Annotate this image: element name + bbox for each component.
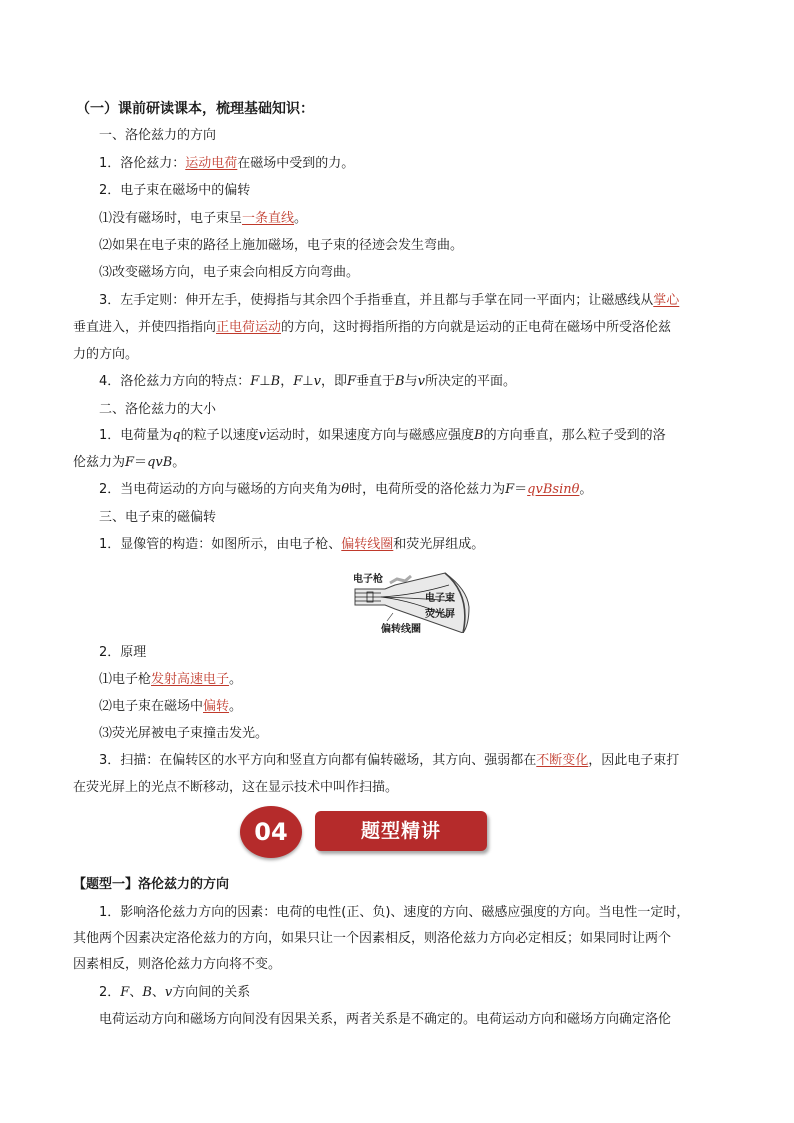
sec3-p1 [73,537,749,553]
section-title-bar [315,811,487,851]
symbol: q [172,428,181,443]
symbol: ＝ [514,482,528,497]
symbol: F [120,985,130,1000]
text: 方向间的关系 [172,985,251,1000]
formula: qvB [147,455,173,470]
sec1-p2c: ⑶改变磁场方向，电子束会向相反方向弯曲。 [99,265,360,280]
sec1-p2a [73,211,749,227]
answer-blank: 运动电荷 [185,156,238,171]
type1-p1-line3: 因素相反，则洛伦兹力方向将不变。 [73,957,282,972]
text: ， [280,374,294,389]
text: 与 [404,374,418,389]
sec1-p3-line1 [73,293,749,309]
text: 2． [99,985,121,1000]
text: 伦兹力为 [73,455,126,470]
text: 、 [151,985,165,1000]
sec1-p2: 2．电子束在磁场中的偏转 [99,183,251,198]
sec1-p4 [73,374,749,390]
text: ，即 [320,374,347,389]
text: 的方向，这时拇指所指的方向就是运动的正电荷在磁场中所受洛伦兹 [281,320,672,335]
type1-p3: 电荷运动方向和磁场方向间没有因果关系，两者关系是不确定的。电荷运动方向和磁场方向确定洛伦 [99,1012,672,1027]
label-electron-gun: 电子枪 [353,574,383,585]
symbol: v [258,428,266,443]
sec3-p3-line2: 在荧光屏上的光点不断移动，这在显示技术中叫作扫描。 [73,780,399,795]
symbol: B [395,374,405,389]
text: ⑴电子枪 [99,672,152,687]
text: 1．显像管的构造：如图所示，由电子枪、 [99,537,342,552]
sec2-p1-line2 [73,455,723,471]
section-banner [240,806,495,858]
text: 4．洛伦兹力方向的特点： [99,374,251,389]
symbol: v [164,985,173,1000]
text: 1．洛伦兹力： [99,156,186,171]
type1-title: 【题型一】洛伦兹力的方向 [73,877,230,892]
sec3-title: 三、电子束的磁偏转 [99,510,217,525]
sec3-p2c: ⑶荧光屏被电子束撞击发光。 [99,726,269,741]
text: ⑴没有磁场时，电子束呈 [99,211,243,226]
sec1-p1 [73,156,749,172]
sec3-p3-line1 [73,753,749,769]
text: 。 [229,699,243,714]
text: 。 [229,672,243,687]
sec3-p2b [73,699,749,715]
answer-blank: qvBsinθ [527,482,580,497]
answer-blank: 偏转 [203,699,230,714]
text: 的粒子以速度 [180,428,259,443]
text: 2．当电荷运动的方向与磁场的方向夹角为 [99,482,342,497]
answer-blank: 发射高速电子 [151,672,230,687]
sec1-p3-line2 [73,320,723,336]
answer-blank: 不断变化 [536,753,589,768]
answer-blank: 掌心 [653,293,680,308]
answer-blank: 正电荷运动 [216,320,282,335]
sec2-p1-line1 [73,428,749,444]
text: 和荧光屏组成。 [393,537,485,552]
type1-p1-line2: 其他两个因素决定洛伦兹力的方向，如果只让一个因素相反，则洛伦兹力方向必定相反；如果同时让两个 [73,931,672,946]
sec1-p2b: ⑵如果在电子束的路径上施加磁场，电子束的径迹会发生弯曲。 [99,238,464,253]
text: 垂直于 [355,374,395,389]
text: 的方向垂直，那么粒子受到的洛 [483,428,666,443]
symbol: ⊥ [302,374,314,389]
text: 3．扫描：在偏转区的水平方向和竖直方向都有偏转磁场，其方向、强弱都在 [99,753,537,768]
sec2-p2 [73,482,749,498]
text: 1．电荷量为 [99,428,173,443]
label-fluorescent-screen: 荧光屏 [425,609,455,620]
symbol: ⊥ [259,374,271,389]
symbol: B [142,985,152,1000]
sec1-p3-line3: 力的方向。 [73,347,139,362]
sec3-p2a [73,672,749,688]
symbol: F [293,374,303,389]
text: 所决定的平面。 [424,374,516,389]
text: 。 [579,482,593,497]
symbol: v [313,374,321,389]
symbol: B [474,428,484,443]
sec1-title: 一、洛伦兹力的方向 [99,128,217,143]
type1-p2 [73,985,749,1001]
text: ⑵电子束在磁场中 [99,699,204,714]
text: ，因此电子束打 [588,753,680,768]
symbol: F [505,482,515,497]
text: 时，电荷所受的洛伦兹力为 [349,482,506,497]
text: 运动时，如果速度方向与磁感应强度 [265,428,474,443]
answer-blank: 一条直线 [242,211,295,226]
label-deflection-coil: 偏转线圈 [381,624,421,635]
sec3-p2: 2．原理 [99,645,147,660]
symbol: F [125,455,135,470]
section-heading: （一）课前研读课本，梳理基础知识： [76,101,314,117]
answer-blank: 偏转线圈 [341,537,394,552]
section-title: 题型精讲 [360,820,441,842]
text: 垂直进入，并使四指指向 [73,320,217,335]
symbol: ＝ [134,455,148,470]
symbol: v [417,374,425,389]
symbol: B [270,374,281,389]
text: 3．左手定则：伸开左手，使拇指与其余四个手指垂直，并且都与手掌在同一平面内；让磁感线从 [99,293,654,308]
sec2-title: 二、洛伦兹力的大小 [99,402,217,417]
symbol: F [346,374,356,389]
crt-diagram [345,567,475,633]
symbol: θ [341,482,350,497]
type1-p1-line1: 1．影响洛伦兹力方向的因素：电荷的电性(正、负)、速度的方向、磁感应强度的方向。当电性一定时， [99,905,690,920]
text: 在磁场中受到的力。 [237,156,355,171]
symbol: F [250,374,260,389]
label-electron-beam: 电子束 [425,593,455,604]
text: 。 [172,455,186,470]
text: 、 [129,985,143,1000]
text: 。 [294,211,308,226]
section-number: 04 [254,818,288,846]
